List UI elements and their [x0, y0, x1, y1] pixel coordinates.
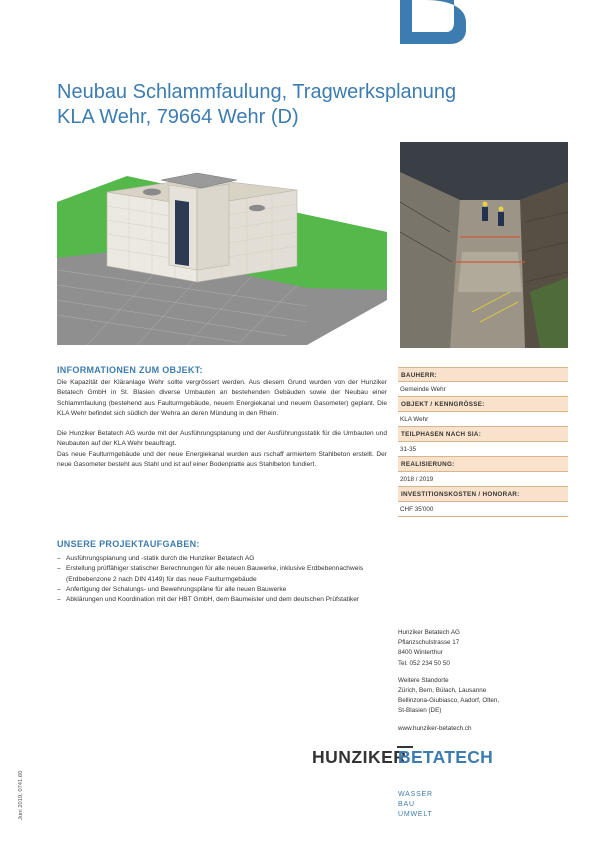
- object-value: KLA Wehr: [398, 412, 568, 427]
- logo-text-betatech: BETATECH: [398, 747, 494, 767]
- company-street: Pflanzschulstrasse 17: [398, 639, 460, 647]
- logo-text-hunziker: HUNZIKER: [312, 747, 407, 767]
- realization-value: 2018 / 2019: [398, 472, 568, 487]
- info-paragraph-1: Die Kapazität der Kläranlage Wehr sollte vergrössert werden. Aus diesem Grund wurden von der Hunziker Betatech GmbH in St. Blasien diverse Umbauten an bestehenden Gebäuden sowie der Neubau einer Schlammfaulung (bestehend aus Faulturmgebäude, neuem Energiekanal und neuem Gasometer) geplant. Die KLA Wehr befindet sich südlich der Wehra an deren Mündung in den Rhein.: [57, 379, 387, 417]
- division-item: UMWELT: [398, 811, 433, 818]
- division-item: BAU: [398, 801, 415, 808]
- contact-block: [398, 628, 568, 734]
- phases-value: 31-35: [398, 442, 568, 457]
- locations-line: Bellinzona-Giubiasco, Aadorf, Olten,: [398, 697, 500, 705]
- task-item: – Abklärungen und Koordination mit der HBT GmbH, dem Baumeister und dem deutschen Prüfstatiker: [57, 595, 387, 605]
- costs-label: INVESTITIONSKOSTEN / HONORAR:: [398, 487, 568, 502]
- company-name: Hunziker Betatech AG: [398, 629, 460, 636]
- client-label: BAUHERR:: [398, 367, 568, 382]
- costs-value: CHF 35'000: [398, 502, 568, 517]
- tasks-list: [57, 554, 387, 605]
- project-facts-table: [398, 367, 568, 517]
- client-value: Gemeinde Wehr: [398, 382, 568, 397]
- locations-line: Zürich, Bern, Bülach, Lausanne: [398, 687, 487, 695]
- division-item: WASSER: [398, 791, 433, 798]
- task-item: – Anfertigung der Schalungs- und Bewehrungspläne für alle neuen Bauwerke: [57, 585, 387, 595]
- company-logo: [312, 746, 512, 770]
- construction-site-photo: [400, 142, 568, 348]
- info-heading: INFORMATIONEN ZUM OBJEKT:: [57, 365, 203, 375]
- object-label: OBJEKT / KENNGRÖSSE:: [398, 397, 568, 412]
- page-title: [57, 80, 557, 130]
- company-city: 8400 Winterthur: [398, 649, 443, 657]
- task-item: – Ausführungsplanung und -statik durch die Hunziker Betatech AG: [57, 554, 387, 564]
- divisions-list: [398, 790, 433, 820]
- info-text: [57, 378, 387, 470]
- info-paragraph-2: Die Hunziker Betatech AG wurde mit der Ausführungsplanung und der Ausführungsstatik für die Umbauten und Neubauten auf der KLA Wehr beauftragt.: [57, 430, 387, 448]
- info-paragraph-3: Das neue Faulturmgebäude und der neue Energiekanal wurden aus rschaff armiertem Stahlbeton erstellt. Der neue Gasometer besteht aus Stahl und ist auf einer Bodenplatte aus Stahlbeton fundiert.: [57, 450, 387, 469]
- title-line-2: KLA Wehr, 79664 Wehr (D): [57, 106, 299, 128]
- title-line-1: Neubau Schlammfaulung, Tragwerksplanung: [57, 81, 457, 103]
- tasks-heading: UNSERE PROJEKTAUFGABEN:: [57, 539, 200, 549]
- realization-label: REALISIERUNG:: [398, 457, 568, 472]
- website-link[interactable]: www.hunziker-betatech.ch: [398, 724, 472, 732]
- brand-mark-icon: [400, 0, 466, 44]
- phases-label: TEILPHASEN NACH SIA:: [398, 427, 568, 442]
- document-date-reference: Juni 2019, 0741.60: [18, 770, 24, 820]
- locations-heading: Weitere Standorte: [398, 676, 449, 684]
- company-phone: Tel. 052 234 50 50: [398, 659, 450, 667]
- locations-line: St-Blasien (DE): [398, 707, 442, 715]
- task-item: – Erstellung prüffähiger statischer Berechnungen für alle neuen Bauwerke, inklusive Erdbebennachweis (Erdbebenzone 2 nach DIN 4149) für das neue Faulturmgebäude: [57, 564, 387, 585]
- building-rendering-image: [57, 140, 387, 345]
